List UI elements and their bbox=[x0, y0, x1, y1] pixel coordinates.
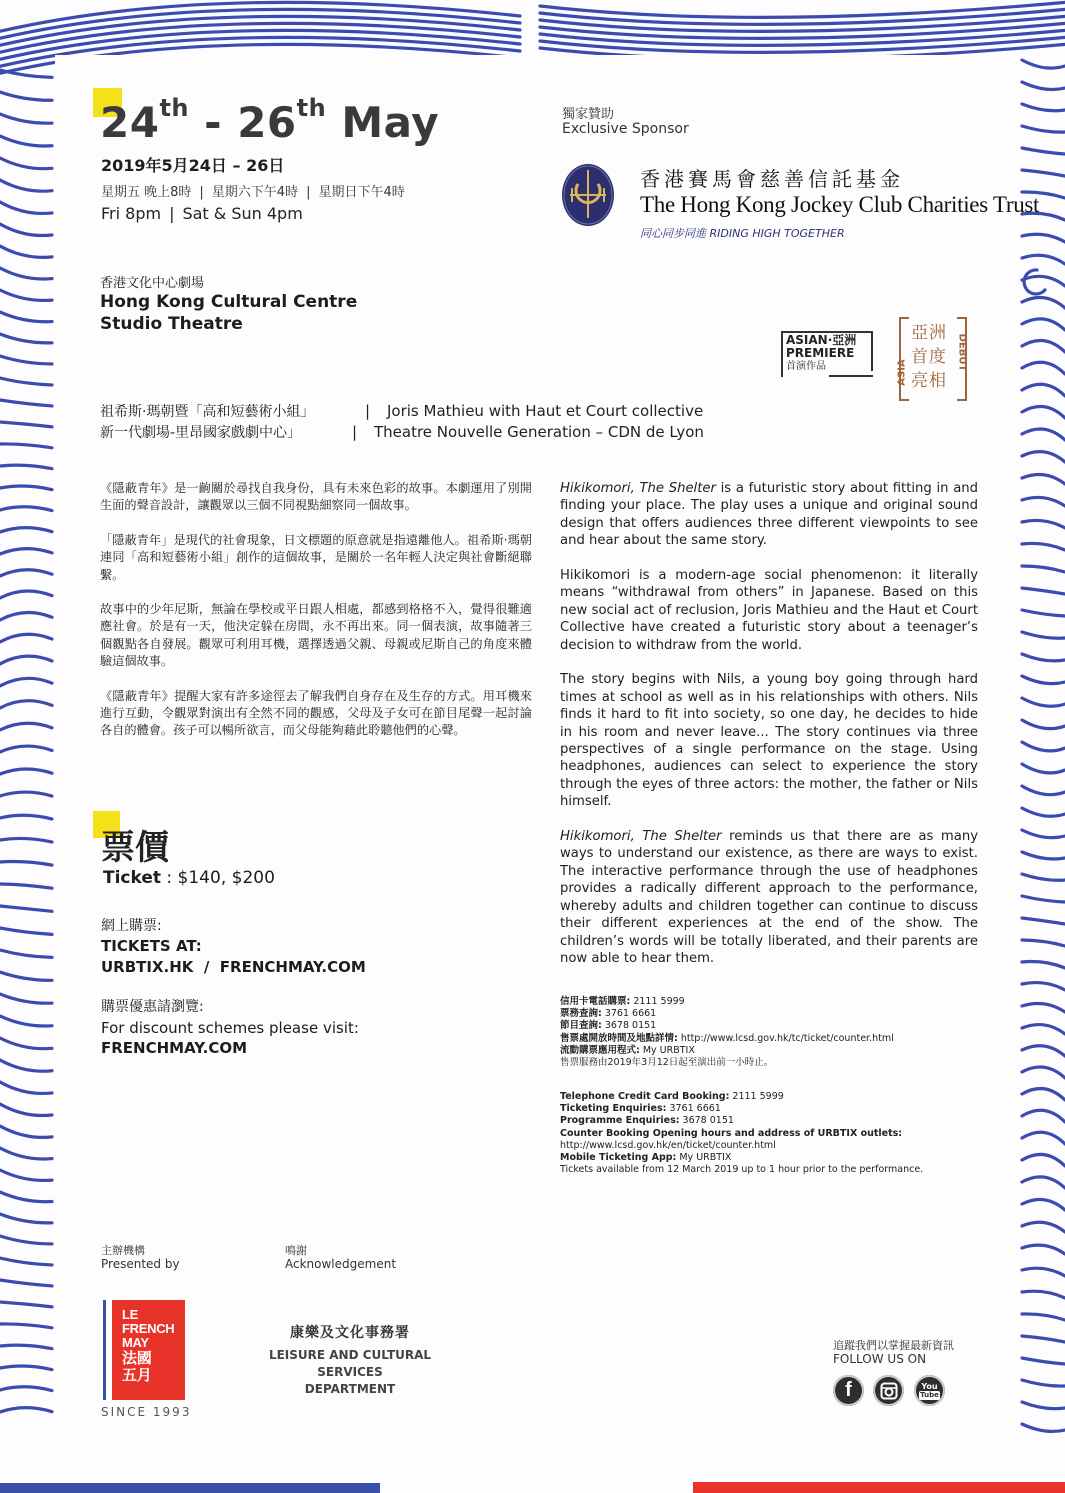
presented-by-cn: 主辦機構 bbox=[101, 1244, 145, 1257]
border-stroke bbox=[1022, 362, 1065, 374]
border-stroke bbox=[1022, 632, 1065, 638]
border-stroke bbox=[1024, 270, 1045, 294]
border-stroke bbox=[0, 549, 52, 554]
description-cn: 《隱蔽青年》是一齣關於尋找自我身份，具有未來色彩的故事。本劇運用了別開生面的聲音設計，讓觀眾以三個不同視點細察同一個故事。 「隱蔽青年」是現代的社會現象，日文標題的原意就是指遠離他人。祖希斯·瑪朝連同「高和短藝術小組」創作的這個故事，是關於一名年輕人決定與社會斷絕聯繫。 故事中的少年尼斯，無論在學校或平日跟人相處，都感到格格不入，覺得很難適應社會。於是有一天，他決定躲在房間，永不再出來。同一個表演，故事隨著三個觀點各自發展。觀眾可利用耳機，選擇透過父親、母親或尼斯自己的角度來體驗這個故事。 《隱蔽青年》提醒大家有許多途徑去了解我們自身存在及生存的方式。用耳機來進行互動，令觀眾對演出有全然不同的觀感，父母及子女可在節目尾聲一起討論各自的體會。孩子可以暢所欲言，而父母能夠藉此聆聽他們的心聲。 bbox=[100, 481, 532, 738]
border-stroke bbox=[0, 1345, 52, 1349]
border-stroke bbox=[1022, 983, 1065, 990]
border-stroke bbox=[1022, 1291, 1065, 1298]
border-stroke bbox=[0, 290, 52, 300]
border-stroke bbox=[0, 1126, 52, 1137]
border-stroke bbox=[1022, 588, 1065, 594]
french-may-logo: LE FRENCH MAY 法國 五月 bbox=[103, 1300, 185, 1400]
show-times-en: Fri 8pm | Sat & Sun 4pm bbox=[101, 204, 303, 223]
frenchmay-link[interactable]: FRENCHMAY.COM bbox=[101, 1039, 248, 1057]
sponsor-label-cn: 獨家贊助 bbox=[562, 107, 615, 122]
buy-online-label-cn: 網上購票: bbox=[101, 918, 162, 934]
border-stroke bbox=[1022, 1067, 1065, 1078]
company-credit: 新一代劇場-里昂國家戲劇中心」 | Theatre Nouvelle Generation – CDN de Lyon bbox=[100, 423, 704, 441]
date-range-heading: 24th - 26th May bbox=[100, 94, 440, 147]
border-stroke bbox=[0, 507, 52, 511]
follow-us-en: FOLLOW US ON bbox=[833, 1352, 927, 1366]
asia-debut-badge: ASIA DEBUT 亞洲 首度 亮相 bbox=[897, 317, 969, 401]
border-stroke bbox=[0, 972, 52, 980]
border-stroke bbox=[1022, 497, 1065, 506]
border-stroke bbox=[1022, 610, 1065, 616]
since-1993: SINCE 1993 bbox=[101, 1405, 192, 1419]
border-stroke bbox=[1022, 1358, 1065, 1364]
border-stroke bbox=[0, 400, 52, 406]
border-stroke bbox=[1022, 474, 1065, 484]
border-stroke bbox=[0, 158, 52, 169]
ticket-prices: Ticket : $140, $200 bbox=[103, 868, 275, 888]
border-stroke bbox=[0, 1016, 52, 1026]
booking-info-en: Telephone Credit Card Booking: 2111 5999 Ticketing Enquiries: 3761 6661 Programme Enquiries: 3678 0151 Counter Booking Opening hours and address of URBTIX outlets: http://www.lcsd.gov.hk/en/ticket/counter.html Mobile Ticketing App: My URBTIX Tickets available from 12 March 2019 up to 1 hour prior to the performance. bbox=[560, 1091, 924, 1176]
border-stroke bbox=[1022, 319, 1065, 330]
border-stroke bbox=[0, 1170, 52, 1180]
border-stroke bbox=[1022, 1132, 1065, 1144]
border-stroke bbox=[1022, 654, 1065, 661]
lcsd-name-cn: 康樂及文化事務署 bbox=[290, 1325, 410, 1341]
border-stroke bbox=[0, 591, 52, 598]
border-stroke bbox=[1022, 1380, 1065, 1386]
border-stroke bbox=[1022, 830, 1065, 838]
show-times-cn: 星期五 晚上8時 | 星期六下午4時 | 星期日下午4時 bbox=[101, 185, 405, 200]
border-stroke bbox=[0, 1302, 52, 1307]
border-stroke bbox=[0, 862, 52, 866]
border-stroke bbox=[1022, 1336, 1065, 1342]
youtube-icon[interactable]: You Tube bbox=[914, 1375, 945, 1406]
discount-label-cn: 購票優惠請瀏覽: bbox=[101, 999, 204, 1015]
border-stroke bbox=[1022, 1110, 1065, 1122]
border-stroke bbox=[1022, 1046, 1065, 1056]
border-stroke bbox=[0, 1236, 52, 1244]
border-stroke bbox=[1022, 520, 1065, 528]
border-stroke bbox=[0, 1258, 52, 1265]
border-stroke bbox=[1022, 1177, 1065, 1188]
border-stroke bbox=[0, 136, 52, 146]
border-stroke bbox=[1022, 720, 1065, 729]
border-stroke bbox=[1022, 452, 1065, 462]
border-stroke bbox=[1022, 1004, 1065, 1012]
flag-bar-red bbox=[693, 1482, 1065, 1493]
border-stroke bbox=[0, 884, 52, 888]
discount-info: For discount schemes please visit: FRENCHMAY.COM bbox=[101, 1019, 359, 1057]
border-stroke bbox=[1022, 1025, 1065, 1034]
buy-online-info: TICKETS AT: URBTIX.HK / FRENCHMAY.COM bbox=[101, 937, 366, 976]
border-stroke bbox=[0, 634, 52, 642]
border-stroke bbox=[0, 1214, 52, 1223]
border-stroke bbox=[0, 723, 52, 730]
border-stroke bbox=[1022, 1089, 1065, 1100]
border-stroke bbox=[0, 180, 52, 191]
border-stroke bbox=[0, 1104, 52, 1116]
border-stroke bbox=[0, 444, 52, 448]
border-stroke bbox=[1022, 962, 1065, 968]
border-stroke bbox=[0, 486, 52, 490]
border-stroke bbox=[1022, 698, 1065, 706]
ticket-sites-link[interactable]: URBTIX.HK / FRENCHMAY.COM bbox=[101, 958, 366, 976]
lcsd-en-link[interactable]: http://www.lcsd.gov.hk/en/ticket/counter.html bbox=[560, 1139, 776, 1151]
border-stroke bbox=[0, 656, 52, 664]
border-stroke bbox=[1022, 918, 1065, 924]
border-stroke bbox=[0, 312, 52, 322]
border-stroke bbox=[0, 422, 52, 427]
border-stroke bbox=[0, 1192, 52, 1202]
border-stroke bbox=[1022, 429, 1065, 440]
sponsor-name-en: The Hong Kong Jockey Club Charities Trust bbox=[640, 192, 1040, 217]
border-stroke bbox=[1022, 104, 1065, 111]
border-stroke bbox=[1022, 340, 1065, 352]
border-stroke bbox=[1022, 1245, 1065, 1254]
acknowledgement-en: Acknowledgement bbox=[285, 1257, 397, 1271]
border-stroke bbox=[1022, 148, 1065, 154]
border-stroke bbox=[1022, 1222, 1065, 1232]
border-stroke bbox=[1022, 1199, 1065, 1210]
flag-bar-blue bbox=[0, 1483, 380, 1493]
border-stroke bbox=[1022, 742, 1065, 751]
border-stroke bbox=[0, 701, 52, 708]
sponsor-name-cn: 香港賽馬會慈善信託基金 bbox=[640, 167, 904, 191]
border-stroke bbox=[0, 792, 52, 796]
border-stroke bbox=[1022, 255, 1065, 264]
border-stroke bbox=[1022, 764, 1065, 773]
border-stroke bbox=[1022, 566, 1065, 572]
border-stroke bbox=[1022, 234, 1065, 242]
instagram-icon[interactable] bbox=[873, 1375, 904, 1406]
border-stroke bbox=[0, 1082, 52, 1093]
border-stroke bbox=[1022, 808, 1065, 816]
border-stroke bbox=[1022, 126, 1065, 132]
border-stroke bbox=[1022, 276, 1065, 286]
border-stroke bbox=[0, 528, 52, 532]
follow-us-cn: 追蹤我們以掌握最新資訊 bbox=[833, 1339, 954, 1352]
border-stroke bbox=[1022, 874, 1065, 880]
border-stroke bbox=[1022, 786, 1065, 795]
border-stroke bbox=[1022, 1154, 1065, 1166]
border-stroke bbox=[1022, 407, 1065, 418]
venue-name-cn: 香港文化中心劇場 bbox=[100, 276, 205, 291]
border-stroke bbox=[1022, 60, 1065, 68]
border-stroke bbox=[0, 815, 52, 819]
facebook-icon[interactable]: f bbox=[833, 1375, 864, 1406]
border-stroke bbox=[0, 465, 52, 469]
border-stroke bbox=[0, 246, 52, 257]
border-stroke bbox=[0, 114, 52, 123]
asian-premiere-badge: ASIAN·亞洲 PREMIERE 首演作品 bbox=[781, 331, 873, 377]
border-stroke bbox=[0, 92, 52, 100]
border-stroke bbox=[0, 1324, 52, 1328]
border-stroke bbox=[1022, 896, 1065, 902]
border-stroke bbox=[0, 906, 52, 911]
border-stroke bbox=[0, 202, 52, 213]
border-stroke bbox=[0, 613, 52, 620]
border-stroke bbox=[1022, 940, 1065, 946]
booking-info-cn: 信用卡電話購票: 2111 5999 票務查詢: 3761 6661 節目查詢: 3678 0151 售票處開放時間及地點詳情: http://www.lcsd.gov.hk/tc/ticket/counter.html 流動購票應用程式: My URBTIX 售票服務由2019年3月12日起至演出前一小時止。 bbox=[560, 996, 894, 1069]
border-stroke bbox=[0, 838, 52, 842]
border-stroke bbox=[1022, 298, 1065, 308]
border-stroke bbox=[1022, 384, 1065, 396]
border-stroke bbox=[1022, 1314, 1065, 1320]
border-stroke bbox=[1022, 1402, 1065, 1409]
border-stroke bbox=[0, 70, 52, 77]
border-stroke bbox=[0, 1280, 52, 1286]
border-stroke bbox=[1022, 1424, 1065, 1431]
lcsd-name-en: LEISURE AND CULTURAL SERVICES DEPARTMENT bbox=[268, 1348, 432, 1396]
company-credit: 祖希斯·瑪朝暨「高和短藝術小組」 | Joris Mathieu with Haut et Court collective bbox=[100, 402, 704, 420]
presented-by-en: Presented by bbox=[101, 1257, 180, 1271]
border-stroke bbox=[0, 1060, 52, 1071]
ticket-title: 票價 bbox=[101, 828, 169, 868]
border-stroke bbox=[1022, 676, 1065, 684]
border-stroke bbox=[0, 769, 52, 774]
description-en: Hikikomori, The Shelter is a futuristic story about fitting in and finding your place. The play uses a unique and original sound design that offers audiences three different viewpoints to see and hear about the same story. Hikikomori is a modern-age social phenomenon: it literally means “withdrawal from others” in Japanese. Based on this new social act of reclusion, Joris Mathieu and the Haut et Court Collective have created a futuristic story about a teenager’s decision to withdraw from the world. The story begins with Nils, a young boy going through hard times at school as well as in his relationships with others. Nils finds it hard to fit into society, so one day, he decides to hide in his room and never leave... The story continues via three perspectives of a single performance on the stage. Using headphones, audiences can select to experience the story through the eyes of three actors: the mother, the father or Nils himself. Hikikomori, The Shelter reminds us that there are as many ways to understand our existence, as there are ways to exist. The interactive performance through the use of headphones provides a radically different approach to the performance, whereby adults and children together can continue to discuss their different experiences at the end of the show. The children’s words will be totally liberated, and their parents are now able to hear them. bbox=[560, 481, 979, 966]
border-stroke bbox=[0, 1387, 52, 1391]
lcsd-tc-link[interactable]: http://www.lcsd.gov.hk/tc/ticket/counter.html bbox=[677, 1032, 894, 1044]
border-stroke bbox=[0, 928, 52, 934]
border-stroke bbox=[1022, 543, 1065, 550]
border-stroke bbox=[1022, 1268, 1065, 1276]
border-stroke bbox=[0, 378, 52, 385]
venue-name-en: Hong Kong Cultural Centre Studio Theatre bbox=[100, 292, 358, 334]
border-stroke bbox=[0, 994, 52, 1003]
border-stroke bbox=[0, 356, 52, 364]
border-stroke bbox=[1022, 82, 1065, 90]
border-stroke bbox=[0, 1148, 52, 1159]
border-stroke bbox=[0, 950, 52, 957]
border-stroke bbox=[0, 224, 52, 236]
hkjc-emblem-icon bbox=[560, 162, 616, 228]
camera-glyph bbox=[880, 1382, 898, 1400]
border-stroke bbox=[0, 268, 52, 279]
border-stroke bbox=[0, 570, 52, 576]
border-stroke bbox=[0, 746, 52, 752]
acknowledgement-cn: 鳴謝 bbox=[285, 1244, 307, 1257]
border-stroke bbox=[1022, 170, 1065, 176]
sponsor-tagline: 同心同步同進 RIDING HIGH TOGETHER bbox=[640, 227, 845, 240]
sponsor-label-en: Exclusive Sponsor bbox=[562, 121, 689, 137]
date-range-cn: 2019年5月24日 – 26日 bbox=[101, 156, 285, 175]
border-stroke bbox=[0, 1408, 52, 1412]
border-stroke bbox=[1022, 852, 1065, 859]
border-stroke bbox=[0, 678, 52, 686]
border-stroke bbox=[0, 1038, 52, 1049]
border-stroke bbox=[0, 1366, 52, 1370]
border-stroke bbox=[0, 334, 52, 343]
